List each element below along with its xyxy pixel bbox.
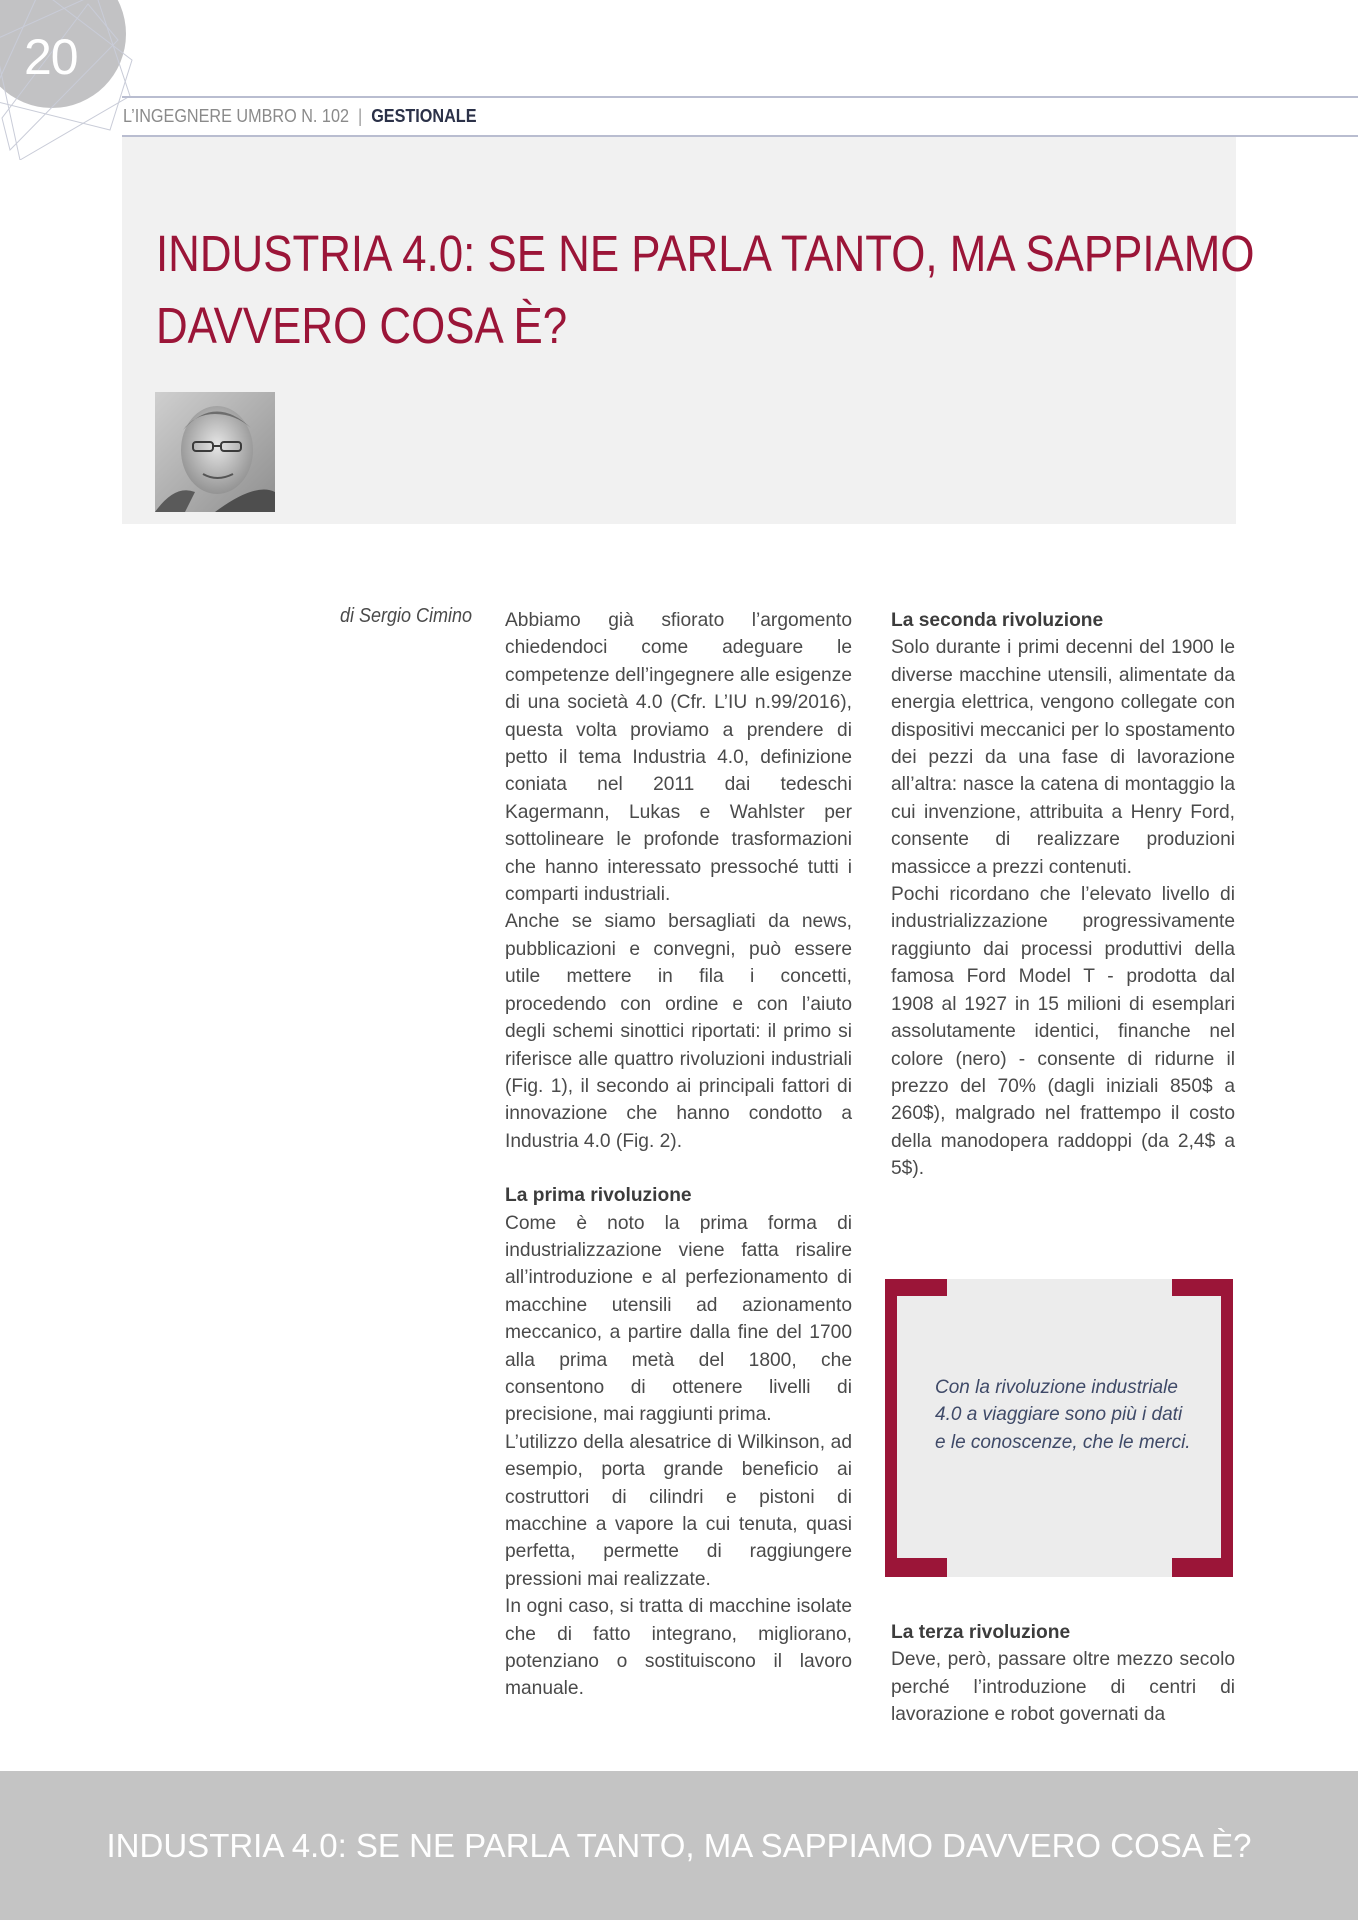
bracket-right-bottom [1172, 1558, 1233, 1577]
bracket-left [885, 1279, 897, 1577]
paragraph: Deve, però, passare oltre mezzo secolo perché l’introduzione di centri di lavorazione e robot governati da [891, 1649, 1235, 1726]
section-name: GESTIONALE [371, 106, 477, 126]
bracket-left-top [885, 1279, 947, 1296]
paragraph: Pochi ricordano che l’elevato livello di industrializzazione progressivamente raggiunto dai processi produttivi della famosa Ford Model T - prodotta dal 1908 al 1927 in 15 milioni di esemplari assolutamente identici, finanche nel colore (nero) - consente di ridurne il prezzo del 70% (dagli iniziali 850$ a 260$), malgrado nel frattempo il costo della manodopera raddoppi (da 2,4$ a 5$). [891, 884, 1235, 1180]
article-title [156, 218, 1255, 362]
body-column-1 [505, 607, 852, 1703]
header-separator: | [357, 106, 363, 126]
paragraph: Solo durante i primi decenni del 1900 le diverse macchine utensili, alimentate da energia elettrica, vengono collegate con dispositivi meccanici per lo spostamento dei pezzi da una fase di lavorazione all’altra: nasce la catena di montaggio la cui invenzione, attribuita a Henry Ford, consente di realizzare produzioni massicce a prezzi contenuti. [891, 637, 1235, 878]
bracket-right-top [1172, 1279, 1233, 1296]
title-line-1: INDUSTRIA 4.0: SE NE PARLA TANTO, MA SAPPIAMO [156, 225, 1255, 282]
body-column-2-continued [891, 1619, 1235, 1729]
page-number-badge [0, 0, 140, 160]
subheading-seconda-rivoluzione: La seconda rivoluzione [891, 610, 1104, 631]
author-photo [155, 392, 275, 512]
pull-quote-text: Con la rivoluzione industriale 4.0 a viaggiare sono più i dati e le conoscenze, che le merci. [935, 1377, 1191, 1453]
footer-title: INDUSTRIA 4.0: SE NE PARLA TANTO, MA SAPPIAMO DAVVERO COSA È? [106, 1827, 1252, 1864]
body-column-2 [891, 607, 1235, 1183]
bracket-right [1221, 1279, 1233, 1577]
author-byline: di Sergio Cimino [339, 605, 472, 627]
paragraph: L’utilizzo della alesatrice di Wilkinson, ad esempio, porta grande beneficio ai costruttori di cilindri e pistoni di macchine a vapore la cui tenuta, quasi perfetta, permette di raggiungere pressioni mai realizzate. [505, 1431, 852, 1590]
magazine-name: L’INGEGNERE UMBRO N. 102 [123, 106, 349, 126]
paragraph: Abbiamo già sfiorato l’argomento chiedendoci come adeguare le competenze dell’ingegnere alle esigenze di una società 4.0 (Cfr. L’IU n.99/2016), questa volta proviamo a prendere di petto il tema Industria 4.0, definizione coniata nel 2011 dai tedeschi Kagermann, Lukas e Wahlster per sottolineare le profonde trasformazioni che hanno interessato pressoché tutti i comparti industriali. [505, 610, 852, 906]
page-number: 20 [24, 29, 78, 85]
paragraph: Come è noto la prima forma di industrializzazione viene fatta risalire all’introduzione e al perfezionamento di macchine utensili ad azionamento meccanico, a partire dalla fine del 1700 alla prima metà del 1800, che consentono di ottenere livelli di precisione, mai raggiunti prima. [505, 1212, 852, 1426]
subheading-terza-rivoluzione: La terza rivoluzione [891, 1622, 1071, 1643]
running-header [123, 106, 477, 127]
header-rule-top [122, 96, 1358, 98]
paragraph: In ogni caso, si tratta di macchine isolate che di fatto integrano, migliorano, potenziano o sostituiscono il lavoro manuale. [505, 1596, 852, 1700]
paragraph: Anche se siamo bersagliati da news, pubblicazioni e convegni, può essere utile mettere in fila i concetti, procedendo con ordine e con l’aiuto degli schemi sinottici riportati: il primo si riferisce alle quattro rivoluzioni industriali (Fig. 1), il secondo ai principali fattori di innovazione che hanno condotto a Industria 4.0 (Fig. 2). [505, 911, 852, 1152]
bracket-left-bottom [885, 1558, 947, 1577]
title-line-2: DAVVERO COSA È? [156, 297, 568, 354]
subheading-prima-rivoluzione: La prima rivoluzione [505, 1185, 692, 1207]
